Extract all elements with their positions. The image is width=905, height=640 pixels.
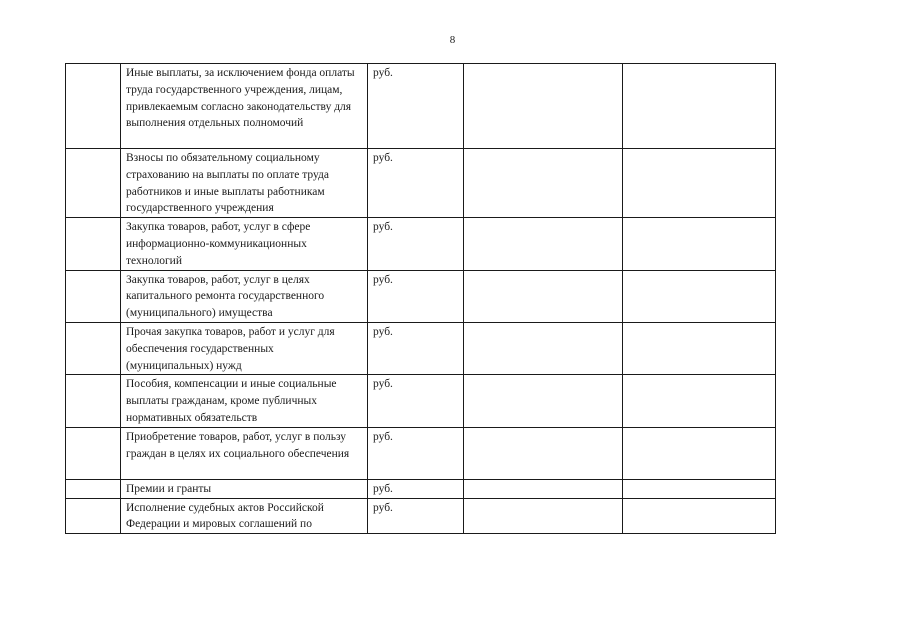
value-cell-1	[464, 427, 623, 479]
row-number-cell	[66, 270, 121, 322]
table-row	[66, 427, 776, 479]
item-name-cell: Приобретение товаров, работ, услуг в пользу граждан в целях их социального обеспечения	[121, 427, 368, 479]
item-name-cell: Закупка товаров, работ, услуг в целях капитального ремонта государственного (муниципального) имущества	[121, 270, 368, 322]
item-name-cell: Закупка товаров, работ, услуг в сфере информационно-коммуникационных технологий	[121, 218, 368, 270]
row-number-cell	[66, 427, 121, 479]
value-cell-2	[623, 479, 776, 498]
item-name-cell: Пособия, компенсации и иные социальные выплаты гражданам, кроме публичных нормативных обязательств	[121, 375, 368, 427]
value-cell-2	[623, 270, 776, 322]
value-cell-1	[464, 498, 623, 534]
value-cell-1	[464, 375, 623, 427]
unit-cell: руб.	[368, 498, 464, 534]
item-name-cell: Иные выплаты, за исключением фонда оплаты труда государственного учреждения, лицам, привлекаемым согласно законодательству для выполнения отдельных полномочий	[121, 64, 368, 149]
row-number-cell	[66, 498, 121, 534]
value-cell-1	[464, 149, 623, 218]
item-name-cell: Прочая закупка товаров, работ и услуг для обеспечения государственных (муниципальных) нужд	[121, 322, 368, 374]
value-cell-1	[464, 64, 623, 149]
unit-cell: руб.	[368, 375, 464, 427]
row-number-cell	[66, 479, 121, 498]
unit-cell: руб.	[368, 322, 464, 374]
value-cell-1	[464, 322, 623, 374]
value-cell-2	[623, 375, 776, 427]
page-number: 8	[449, 34, 456, 46]
value-cell-1	[464, 218, 623, 270]
row-number-cell	[66, 64, 121, 149]
table-row	[66, 375, 776, 427]
table-row	[66, 64, 776, 149]
unit-cell: руб.	[368, 270, 464, 322]
row-number-cell	[66, 322, 121, 374]
unit-cell: руб.	[368, 479, 464, 498]
table-row	[66, 498, 776, 534]
budget-table	[65, 63, 776, 534]
value-cell-2	[623, 322, 776, 374]
row-number-cell	[66, 218, 121, 270]
value-cell-2	[623, 64, 776, 149]
value-cell-2	[623, 218, 776, 270]
unit-cell: руб.	[368, 149, 464, 218]
table-row	[66, 322, 776, 374]
row-number-cell	[66, 375, 121, 427]
unit-cell: руб.	[368, 427, 464, 479]
item-name-cell: Исполнение судебных актов Российской Федерации и мировых соглашений по	[121, 498, 368, 534]
table-row	[66, 149, 776, 218]
table-row	[66, 479, 776, 498]
value-cell-1	[464, 270, 623, 322]
unit-cell: руб.	[368, 218, 464, 270]
value-cell-2	[623, 149, 776, 218]
item-name-cell: Премии и гранты	[121, 479, 368, 498]
table-row	[66, 270, 776, 322]
value-cell-1	[464, 479, 623, 498]
item-name-cell: Взносы по обязательному социальному страхованию на выплаты по оплате труда работников и иные выплаты работникам государственного учреждения	[121, 149, 368, 218]
table-row	[66, 218, 776, 270]
unit-cell: руб.	[368, 64, 464, 149]
row-number-cell	[66, 149, 121, 218]
value-cell-2	[623, 498, 776, 534]
value-cell-2	[623, 427, 776, 479]
